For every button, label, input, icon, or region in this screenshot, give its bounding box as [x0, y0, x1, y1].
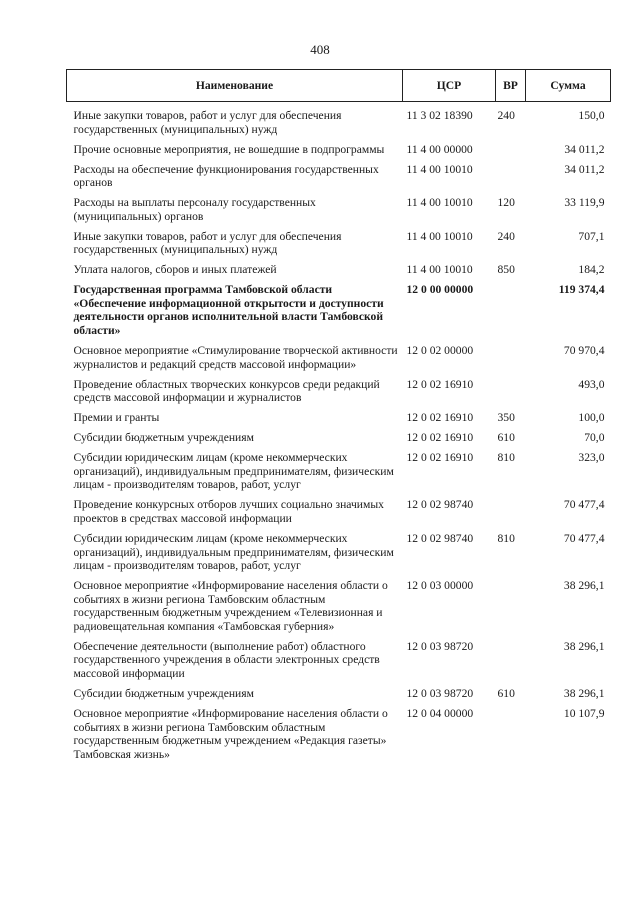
cell-sum: 70,0: [584, 431, 605, 445]
cell-csr: 11 4 00 10010: [406, 229, 473, 243]
table-header: [67, 70, 611, 102]
table-row: [67, 102, 611, 143]
cell-sum: 323,0: [578, 451, 605, 465]
cell-vr: 610: [497, 431, 515, 445]
table-body: [67, 102, 611, 768]
cell-vr: [496, 579, 526, 640]
cell-name: Проведение конкурсных отборов лучших социально значимых проектов в средствах массовой информации: [73, 498, 384, 525]
cell-csr: 12 0 02 16910: [406, 377, 474, 391]
cell-csr: 12 0 03 98720: [406, 639, 474, 653]
cell-sum: 70 477,4: [563, 531, 605, 545]
cell-name: Основное мероприятие «Стимулирование творческой активности журналистов и редакций средств массовой информации»: [73, 344, 398, 371]
table-row: [67, 411, 611, 431]
cell-name: Иные закупки товаров, работ и услуг для обеспечения государственных (муниципальных) нужд: [73, 229, 342, 257]
cell-name: Государственная программа Тамбовской области «Обеспечение информационной открытости и доступности деятельности органов исполнительной власти Тамбовской области»: [73, 283, 384, 338]
cell-csr: 12 0 00 00000: [406, 283, 474, 297]
cell-csr: 12 0 02 16910: [406, 411, 474, 425]
budget-table: [66, 69, 611, 768]
table-row: [67, 579, 611, 640]
header-vr: ВР: [496, 70, 526, 102]
cell-vr: 810: [497, 531, 515, 545]
cell-name: Иные закупки товаров, работ и услуг для обеспечения государственных (муниципальных) нужд: [73, 109, 342, 136]
cell-csr: 12 0 02 16910: [406, 431, 474, 445]
cell-sum: 33 119,9: [564, 196, 605, 210]
cell-sum: 707,1: [578, 229, 605, 243]
cell-csr: 11 4 00 10010: [406, 162, 473, 176]
cell-sum: 70 970,4: [563, 344, 605, 358]
cell-vr: [496, 344, 526, 378]
cell-csr: 12 0 02 00000: [406, 344, 474, 358]
cell-sum: 38 296,1: [563, 579, 605, 593]
table-row: [67, 263, 611, 283]
cell-sum: 34 011,2: [564, 162, 605, 176]
cell-name: Субсидии бюджетным учреждениям: [73, 431, 254, 445]
cell-csr: 11 3 02 18390: [406, 109, 473, 122]
cell-csr: 12 0 02 98740: [406, 531, 474, 545]
cell-name: Обеспечение деятельности (выполнение работ) областного государственного учреждения в области электронных средств массовой информации: [73, 639, 380, 681]
cell-vr: 120: [497, 196, 515, 210]
table-row: [67, 196, 611, 230]
cell-sum: 119 374,4: [558, 283, 605, 297]
cell-csr: 12 0 02 16910: [406, 451, 474, 465]
cell-vr: [496, 163, 526, 197]
table-row: [67, 498, 611, 532]
table-row: [67, 640, 611, 687]
cell-vr: [496, 283, 526, 344]
header-sum: Сумма: [526, 70, 611, 102]
cell-sum: 38 296,1: [563, 639, 605, 653]
cell-csr: 11 4 00 10010: [406, 263, 473, 277]
header-row: [67, 70, 611, 102]
cell-vr: [496, 707, 526, 768]
cell-name: Субсидии юридическим лицам (кроме некоммерческих организаций), индивидуальным предпринимателям, физическим лицам - производителям товаров, работ, услуг: [73, 531, 394, 573]
cell-vr: 240: [497, 109, 515, 122]
cell-sum: 34 011,2: [564, 142, 605, 156]
table-row: [67, 431, 611, 451]
cell-vr: [496, 640, 526, 687]
table-row: [67, 143, 611, 163]
cell-name: Прочие основные мероприятия, не вошедшие в подпрограммы: [73, 142, 385, 156]
cell-name: Субсидии юридическим лицам (кроме некоммерческих организаций), индивидуальным предпринимателям, физическим лицам - производителям товаров, работ, услуг: [73, 451, 394, 492]
table-row: [67, 283, 611, 344]
cell-vr: 350: [497, 411, 515, 425]
cell-vr: [496, 378, 526, 412]
cell-name: Расходы на выплаты персоналу государственных (муниципальных) органов: [73, 196, 316, 223]
cell-vr: 850: [497, 263, 515, 277]
cell-name: Уплата налогов, сборов и иных платежей: [73, 263, 277, 277]
cell-csr: 12 0 04 00000: [406, 707, 474, 721]
cell-sum: 493,0: [578, 377, 605, 391]
cell-vr: 810: [497, 451, 515, 465]
table-row: [67, 344, 611, 378]
cell-csr: 12 0 03 98720: [406, 687, 474, 701]
cell-sum: 38 296,1: [563, 687, 605, 701]
cell-name: Проведение областных творческих конкурсов среди редакций средств массовой информации и журналистов: [73, 377, 380, 405]
cell-vr: 240: [497, 229, 515, 243]
header-name: Наименование: [67, 70, 403, 102]
cell-sum: 100,0: [578, 411, 605, 425]
page-number: 408: [310, 42, 330, 57]
cell-name: Основное мероприятие «Информирование населения области о событиях в жизни региона Тамбовским областным государственным бюджетным учреждением «Редакция газеты» Тамбовская жизнь»: [73, 707, 388, 761]
table-row: [67, 687, 611, 707]
header-csr: ЦСР: [403, 70, 496, 102]
table-row: [67, 163, 611, 197]
cell-name: Премии и гранты: [73, 411, 160, 425]
table-row: [67, 451, 611, 498]
cell-sum: 10 107,9: [563, 707, 605, 721]
cell-vr: [496, 498, 526, 532]
cell-csr: 11 4 00 00000: [406, 142, 473, 156]
table-row: [67, 532, 611, 579]
cell-name: Основное мероприятие «Информирование населения области о событиях в жизни региона Тамбовским областным государственным бюджетным учреждением «Телевизионная и радиовещательная компания «Тамбовская губерния»: [73, 579, 388, 633]
cell-sum: 70 477,4: [563, 498, 605, 512]
table-row: [67, 230, 611, 264]
cell-vr: 610: [497, 687, 515, 701]
cell-name: Расходы на обеспечение функционирования государственных органов: [73, 162, 379, 190]
table-row: [67, 378, 611, 412]
cell-csr: 11 4 00 10010: [406, 196, 473, 210]
table-row: [67, 707, 611, 768]
cell-name: Субсидии бюджетным учреждениям: [73, 687, 254, 701]
cell-csr: 12 0 02 98740: [406, 498, 474, 512]
cell-sum: 150,0: [578, 109, 605, 122]
cell-sum: 184,2: [578, 263, 605, 277]
cell-csr: 12 0 03 00000: [406, 579, 474, 593]
cell-vr: [496, 143, 526, 163]
